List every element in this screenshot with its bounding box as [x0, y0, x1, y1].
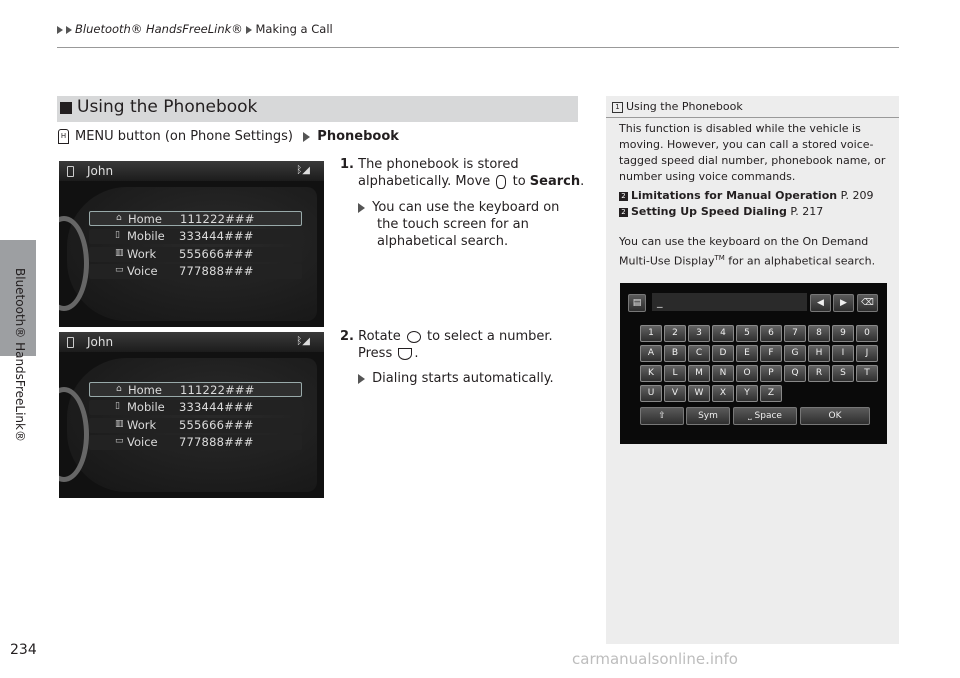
- watermark: carmanualsonline.info: [572, 650, 738, 668]
- key[interactable]: C: [688, 345, 710, 362]
- breadcrumb-arrow-icon: [246, 26, 252, 34]
- step-2: [340, 328, 553, 362]
- menu-path-prefix: MENU button (on Phone Settings): [75, 129, 294, 144]
- side-note-text: You can use the keyboard on the On Demand Multi-Use Display: [619, 235, 869, 268]
- cross-ref-link[interactable]: [619, 204, 894, 220]
- key[interactable]: 7: [784, 325, 806, 342]
- keyboard-input[interactable]: _: [652, 293, 807, 311]
- key[interactable]: P: [760, 365, 782, 382]
- step-text: to select a number.: [426, 329, 553, 344]
- breadcrumb-item[interactable]: Making a Call: [255, 22, 333, 36]
- key[interactable]: V: [664, 385, 686, 402]
- cursor-left-icon[interactable]: ◀: [810, 294, 831, 312]
- sym-key[interactable]: Sym: [686, 407, 730, 425]
- menu-path: [58, 128, 399, 145]
- note-line: You can use the keyboard on: [372, 200, 560, 215]
- key[interactable]: G: [784, 345, 806, 362]
- arrow-icon: [358, 374, 365, 384]
- number-row[interactable]: [89, 400, 302, 415]
- row-value: 333444###: [179, 400, 254, 414]
- row-value: 555666###: [179, 247, 254, 261]
- key[interactable]: D: [712, 345, 734, 362]
- row-label: Home: [128, 212, 162, 226]
- bluetooth-signal-icon: ᛒ◢: [296, 336, 310, 347]
- trademark: TM: [714, 254, 725, 262]
- key[interactable]: K: [640, 365, 662, 382]
- row-label: Voice: [127, 435, 158, 449]
- note-line: Dialing starts automatically.: [372, 371, 554, 386]
- ok-key[interactable]: OK: [800, 407, 870, 425]
- breadcrumb: [57, 22, 333, 36]
- number-row[interactable]: [89, 229, 302, 244]
- row-value: 555666###: [179, 418, 254, 432]
- key[interactable]: N: [712, 365, 734, 382]
- key[interactable]: Z: [760, 385, 782, 402]
- screen-title-bar: [59, 161, 324, 181]
- step-2-note: [358, 370, 554, 387]
- key[interactable]: E: [736, 345, 758, 362]
- number-row[interactable]: [89, 247, 302, 262]
- key[interactable]: 5: [736, 325, 758, 342]
- chapter-tab-label: Bluetooth® HandsFreeLink®: [13, 268, 27, 442]
- menu-icon[interactable]: ▤: [628, 294, 646, 312]
- row-value: 777888###: [179, 435, 254, 449]
- key[interactable]: 9: [832, 325, 854, 342]
- interface-dial-icon: [496, 175, 506, 189]
- row-value: 111222###: [180, 212, 255, 226]
- step-text: .: [414, 346, 419, 361]
- square-bullet-icon: [60, 102, 72, 114]
- step-text: to: [512, 174, 526, 189]
- rotate-dial-icon: [407, 331, 421, 343]
- arrow-icon: [358, 203, 365, 213]
- building-icon: ▥: [115, 419, 124, 429]
- building-icon: ▥: [115, 248, 124, 258]
- space-key[interactable]: ⎵ Space: [733, 407, 797, 425]
- arrow-icon: [303, 132, 310, 142]
- number-row[interactable]: [89, 418, 302, 433]
- row-label: Work: [127, 247, 157, 261]
- contact-name: John: [87, 164, 114, 178]
- row-label: Mobile: [127, 229, 165, 243]
- bluetooth-signal-icon: ᛒ◢: [296, 165, 310, 176]
- search-label: Search: [529, 174, 581, 189]
- link-page: P. 209: [840, 189, 874, 202]
- key[interactable]: H: [808, 345, 830, 362]
- note-ref-icon: 1: [612, 102, 623, 113]
- side-note-title-text: Using the Phonebook: [626, 100, 743, 113]
- key[interactable]: 1: [640, 325, 662, 342]
- side-note-title: [612, 100, 743, 113]
- key[interactable]: W: [688, 385, 710, 402]
- backspace-icon[interactable]: ⌫: [857, 294, 878, 312]
- row-value: 777888###: [179, 264, 254, 278]
- number-row[interactable]: [89, 435, 302, 450]
- key[interactable]: Y: [736, 385, 758, 402]
- breadcrumb-arrow-icon: [57, 26, 63, 34]
- link-arrow-icon: 2: [619, 208, 628, 217]
- number-row[interactable]: [89, 264, 302, 279]
- house-icon: ⌂: [116, 384, 122, 394]
- side-note-paragraph: [619, 234, 894, 270]
- speech-icon: ▭: [115, 436, 124, 446]
- menu-path-target: Phonebook: [317, 129, 399, 144]
- home-button-icon: H: [58, 129, 69, 144]
- number-row[interactable]: [89, 211, 302, 226]
- row-value: 333444###: [179, 229, 254, 243]
- row-label: Home: [128, 383, 162, 397]
- phonebook-screen: [59, 161, 324, 327]
- breadcrumb-arrow-icon: [66, 26, 72, 34]
- key[interactable]: A: [640, 345, 662, 362]
- link-label: Limitations for Manual Operation: [631, 189, 838, 202]
- step-text: Rotate: [358, 329, 401, 344]
- page-number: 234: [10, 642, 37, 658]
- keyboard-screen: [620, 283, 887, 444]
- key[interactable]: 8: [808, 325, 830, 342]
- keyboard-input-bar: [628, 293, 878, 313]
- side-note-text: for an alphabetical search.: [724, 254, 876, 268]
- key[interactable]: L: [664, 365, 686, 382]
- mobile-icon: ▯: [115, 401, 120, 411]
- key[interactable]: F: [760, 345, 782, 362]
- key[interactable]: 0: [856, 325, 878, 342]
- note-line: alphabetical search.: [377, 234, 509, 249]
- key[interactable]: T: [856, 365, 878, 382]
- key[interactable]: J: [856, 345, 878, 362]
- key[interactable]: X: [712, 385, 734, 402]
- speech-icon: ▭: [115, 265, 124, 275]
- step-1: [340, 156, 584, 190]
- key[interactable]: 2: [664, 325, 686, 342]
- link-label: Setting Up Speed Dialing: [631, 205, 787, 218]
- row-value: 111222###: [180, 383, 255, 397]
- header-divider: [57, 47, 899, 48]
- row-label: Mobile: [127, 400, 165, 414]
- shift-icon[interactable]: ⇧: [640, 407, 684, 425]
- side-note-body: [619, 121, 894, 273]
- step-1-note: [358, 199, 559, 250]
- key[interactable]: 3: [688, 325, 710, 342]
- link-arrow-icon: 2: [619, 192, 628, 201]
- note-line: the touch screen for an: [377, 217, 529, 232]
- mobile-icon: ▯: [115, 230, 120, 240]
- key[interactable]: 6: [760, 325, 782, 342]
- step-text: Press: [358, 346, 393, 361]
- key[interactable]: I: [832, 345, 854, 362]
- step-text: alphabetically. Move: [358, 174, 491, 189]
- section-title: Using the Phonebook: [77, 97, 258, 117]
- space-key-label: Space: [754, 411, 782, 421]
- press-dial-icon: [398, 348, 412, 360]
- phone-icon: [67, 337, 74, 348]
- cross-ref-link[interactable]: [619, 188, 894, 204]
- step-number: 2.: [340, 329, 354, 344]
- step-number: 1.: [340, 157, 354, 172]
- key[interactable]: U: [640, 385, 662, 402]
- row-label: Work: [127, 418, 157, 432]
- side-note-paragraph: This function is disabled while the vehicle is moving. However, you can call a stored voice-tagged speed dial number, phonebook name, or number using voice commands.: [619, 122, 886, 183]
- cursor-right-icon[interactable]: ▶: [833, 294, 854, 312]
- house-icon: ⌂: [116, 213, 122, 223]
- breadcrumb-item[interactable]: Bluetooth® HandsFreeLink®: [75, 22, 243, 36]
- row-label: Voice: [127, 264, 158, 278]
- key[interactable]: S: [832, 365, 854, 382]
- key[interactable]: Q: [784, 365, 806, 382]
- key[interactable]: 4: [712, 325, 734, 342]
- phone-icon: [67, 166, 74, 177]
- step-text: The phonebook is stored: [358, 157, 519, 172]
- key[interactable]: B: [664, 345, 686, 362]
- contact-name: John: [87, 335, 114, 349]
- step-text: .: [580, 174, 585, 189]
- key[interactable]: O: [736, 365, 758, 382]
- phonebook-screen: [59, 332, 324, 498]
- section-header: [57, 96, 578, 122]
- key[interactable]: R: [808, 365, 830, 382]
- link-page: P. 217: [790, 205, 824, 218]
- number-row[interactable]: [89, 382, 302, 397]
- screen-title-bar: [59, 332, 324, 352]
- key[interactable]: M: [688, 365, 710, 382]
